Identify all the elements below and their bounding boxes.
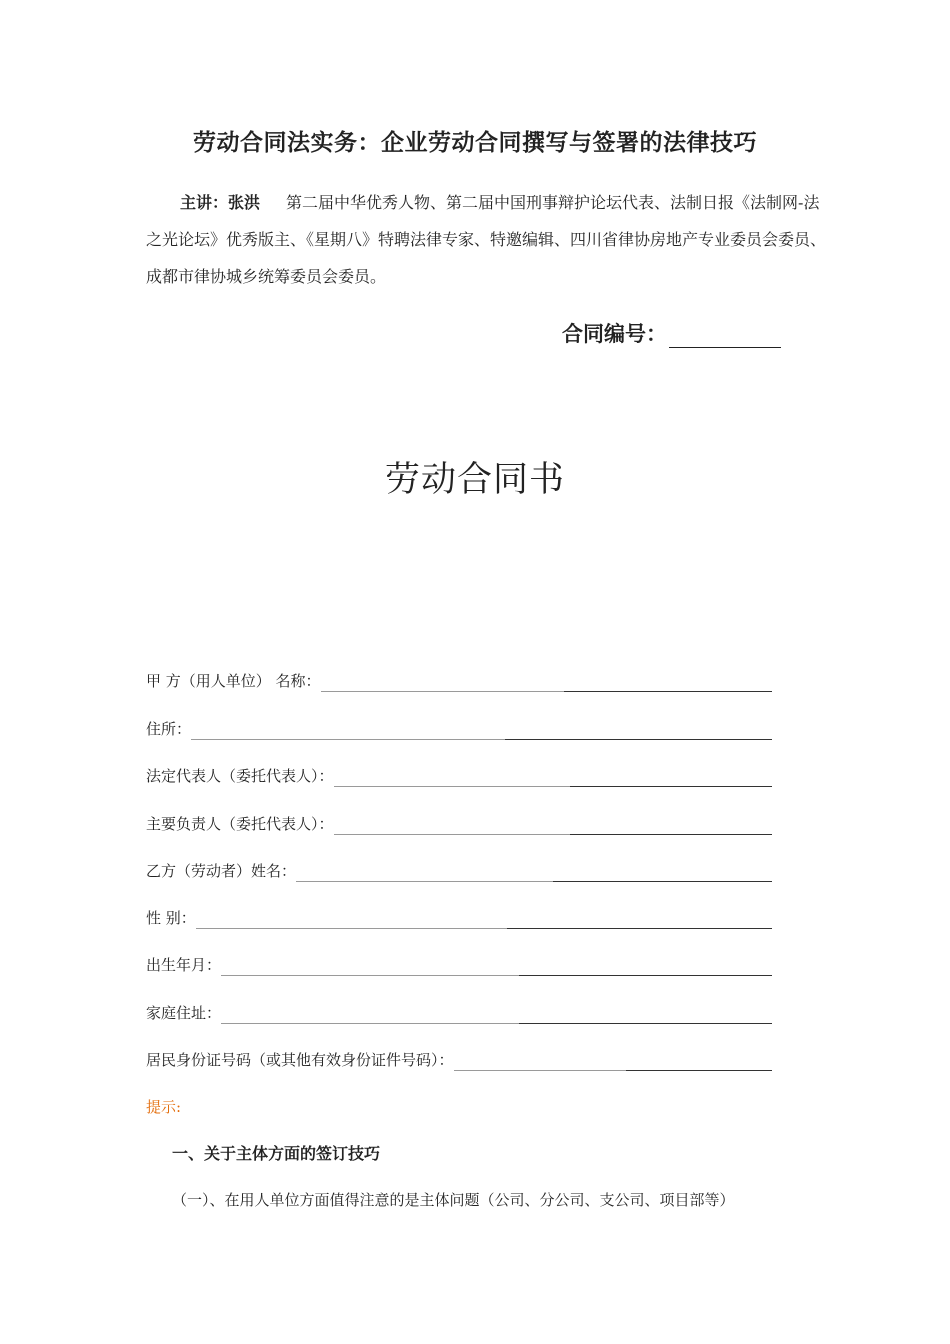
contract-book-title: 劳动合同书 — [384, 460, 565, 500]
speaker-intro — [146, 184, 826, 295]
field-label: 居民身份证号码（或其他有效身份证件号码）： — [146, 1051, 454, 1069]
id-number-field — [146, 1047, 772, 1071]
party-a-address-field — [146, 716, 772, 740]
field-label: 主要负责人（委托代表人）： — [146, 815, 334, 833]
gender-field — [146, 905, 772, 929]
field-label: 性 别： — [146, 909, 196, 927]
fill-in-blank — [221, 953, 772, 976]
contract-number-label: 合同编号： — [562, 322, 667, 346]
party-b-name-field — [146, 858, 772, 882]
fill-in-blank — [334, 812, 772, 835]
party-a-name-field — [146, 668, 772, 692]
contract-number — [562, 318, 781, 348]
field-label: 出生年月： — [146, 956, 222, 974]
field-label: 法定代表人（委托代表人）： — [146, 767, 334, 785]
section-heading: 一、关于主体方面的签订技巧 — [172, 1144, 381, 1163]
section-subheading: （一）、在用人单位方面值得注意的是主体问题（公司、分公司、支公司、项目部等） — [172, 1191, 735, 1209]
fill-in-blank — [296, 859, 772, 882]
field-label: 住所： — [146, 720, 192, 738]
fill-in-blank — [191, 717, 772, 740]
field-label: 乙方（劳动者）姓名： — [146, 862, 297, 880]
speaker-bio: 第二届中华优秀人物、第二届中国刑事辩护论坛代表、法制日报《法制网-法之光论坛》优秀版主、《星期八》特聘法律专家、特邀编辑、四川省律协房地产专业委员会委员、成都市律协城乡统筹委员会委员。 — [146, 193, 827, 286]
fill-in-blank — [454, 1048, 772, 1071]
speaker-name: 张洪 — [228, 193, 261, 212]
hint-label: 提示: — [146, 1098, 182, 1116]
speaker-label: 主讲： — [180, 193, 229, 212]
document-title: 劳动合同法实务：企业劳动合同撰写与签署的法律技巧 — [193, 130, 757, 156]
principal-responsible-field — [146, 811, 772, 835]
fill-in-blank — [334, 764, 772, 787]
fill-in-blank — [221, 1001, 772, 1024]
home-address-field — [146, 1000, 772, 1024]
field-label: 家庭住址： — [146, 1004, 222, 1022]
field-label: 甲 方（用人单位） 名称： — [146, 672, 321, 690]
fill-in-blank — [321, 669, 772, 692]
birth-date-field — [146, 952, 772, 976]
fill-in-blank — [196, 906, 772, 929]
legal-representative-field — [146, 763, 772, 787]
contract-number-blank — [669, 323, 781, 348]
